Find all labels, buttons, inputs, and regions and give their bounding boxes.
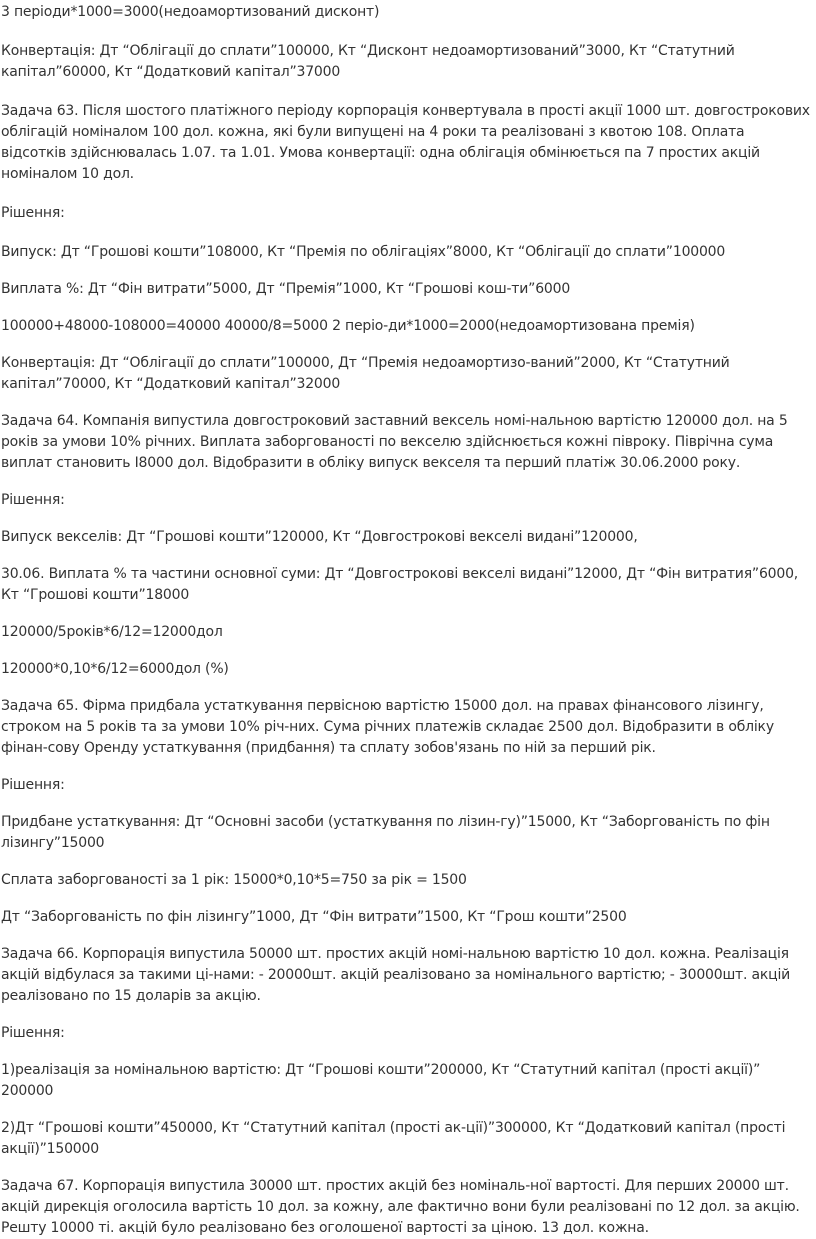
paragraph-22: 1)реалізація за номінальною вартістю: Дт “Грошові кошти”200000, Кт “Статутний капітал (прості акції)” 200000 <box>1 1062 761 1099</box>
paragraph-13: 120000/5років*6/12=12000дол <box>1 624 223 640</box>
paragraph-2: Конвертація: Дт “Облігації до сплати”100000, Кт “Дисконт недоамортизований”3000, Кт “Статутний капітал”60000, Кт “Додатковий капітал”37000 <box>1 43 735 80</box>
solution-heading: Рішення: <box>1 1025 65 1041</box>
task-66-statement: Задача 66. Корпорація випустила 50000 шт. простих акцій номі-нальною вартістю 10 дол. кожна. Реалізація акцій відбулася за такими ці-нами: - 20000шт. акцій реалізовано за номінального вартістю; - 30000шт. акцій реалізовано по 15 доларів за акцію. <box>1 946 791 1004</box>
solution-heading: Рішення: <box>1 492 65 508</box>
paragraph-17: Придбане устаткування: Дт “Основні засоби (устаткування по лізин-гу)”15000, Кт “Заборгованість по фін лізингу”15000 <box>1 814 770 851</box>
paragraph-23: 2)Дт “Грошові кошти”450000, Кт “Статутний капітал (прості ак-ції)”300000, Кт “Додатковий капітал (прості акції)”150000 <box>1 1120 786 1157</box>
task-64-statement: Задача 64. Компанія випустила довгостроковий заставний вексель номі-нальною вартістю 120000 дол. на 5 років за умови 10% річних. Виплата заборгованості по векселю здійснюється кожні півроку. Піврічна сума виплат становить I8000 дол. Відобразити в обліку випуск векселя та перший платіж 30.06.2000 року. <box>1 413 788 471</box>
paragraph-6: Виплата %: Дт “Фін витрати”5000, Дт “Премія”1000, Кт “Грошові кош-ти”6000 <box>1 281 571 297</box>
paragraph-18: Сплата заборгованості за 1 рік: 15000*0,10*5=750 за рік = 1500 <box>1 872 467 888</box>
task-63-statement: Задача 63. Після шостого платіжного періоду корпорація конвертувала в прості акції 1000 шт. довгострокових облігацій номіналом 100 дол. кожна, які були випущені на 4 роки та реалізовані з квотою 108. Оплата відсотків здійснювалась 1.07. та 1.01. Умова конвертації: одна облігація обмінюється па 7 простих акцій номіналом 10 дол. <box>1 103 810 182</box>
paragraph-1: 3 періоди*1000=3000(недоамортизований дисконт) <box>1 4 380 20</box>
paragraph-5: Випуск: Дт “Грошові кошти”108000, Кт “Премія по облігаціях”8000, Кт “Облігації до сплати”100000 <box>1 244 726 260</box>
task-67-statement: Задача 67. Корпорація випустила 30000 шт. простих акцій без номіналь-ної вартості. Для перших 20000 шт. акцій дирекція оголосила вартість 10 дол. за кожну, але фактично вони були реалізовані по 12 дол. за акцію. Решту 10000 ті. акцій було реалізовано без оголошеної вартості за ціною. 13 дол. кожна. <box>1 1178 800 1236</box>
paragraph-14: 120000*0,10*6/12=6000дол (%) <box>1 661 229 677</box>
paragraph-19: Дт “Заборгованість по фін лізингу”1000, Дт “Фін витрати”1500, Кт “Грош кошти”2500 <box>1 909 627 925</box>
task-65-statement: Задача 65. Фірма придбала устаткування первісною вартістю 15000 дол. на правах фінансового лізингу, строком на 5 років та за умови 10% річ-них. Сума річних платежів складає 2500 дол. Відобразити в обліку фінан-сову Оренду устаткування (придбання) та сплату зобов'язань по ній за перший рік. <box>1 698 774 756</box>
paragraph-12: 30.06. Виплата % та частини основної суми: Дт “Довгострокові векселі видані”12000, Дт “Фін витратия”6000, Кт “Грошові кошти”18000 <box>1 566 799 603</box>
paragraph-7: 100000+48000-108000=40000 40000/8=5000 2 періо-ди*1000=2000(недоамортизована премія) <box>1 318 695 334</box>
paragraph-8: Конвертація: Дт “Облігації до сплати”100000, Дт “Премія недоамортизо-ваний”2000, Кт “Статутний капітал”70000, Кт “Додатковий капітал”32000 <box>1 355 730 392</box>
solution-heading: Рішення: <box>1 777 65 793</box>
solution-heading: Рішення: <box>1 205 65 221</box>
paragraph-11: Випуск векселів: Дт “Грошові кошти”120000, Кт “Довгострокові векселі видані”120000, <box>1 529 638 545</box>
